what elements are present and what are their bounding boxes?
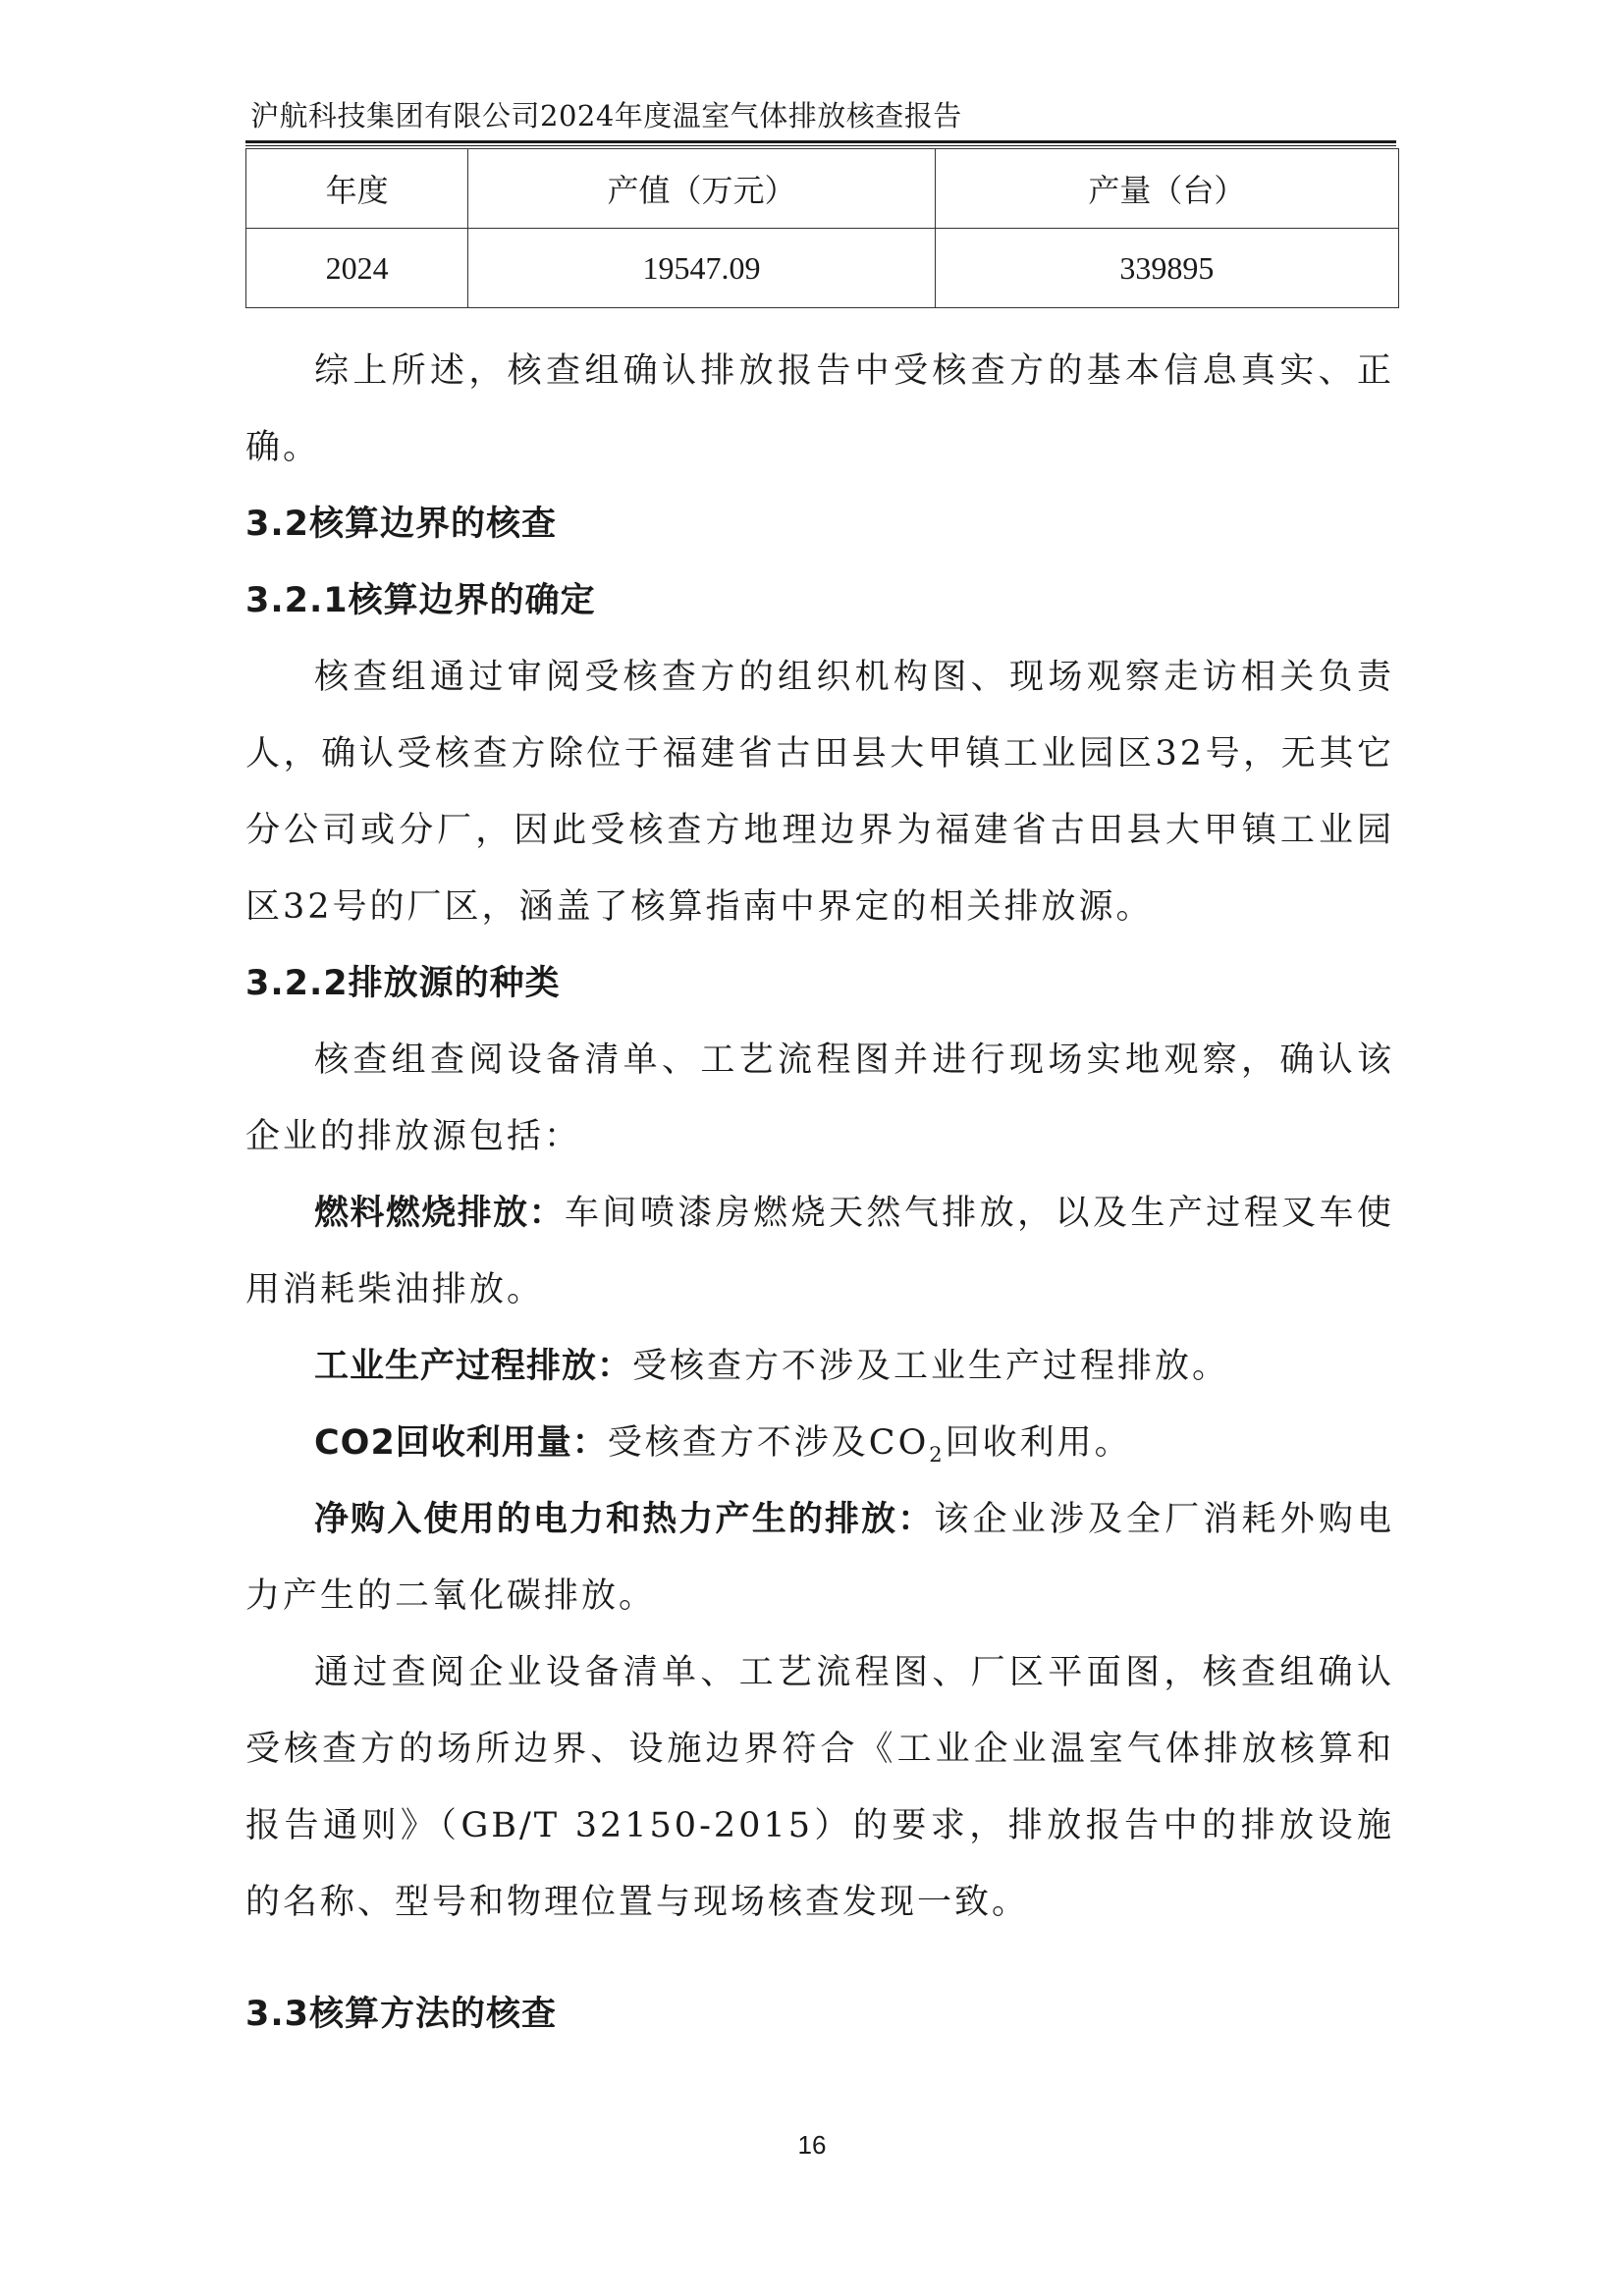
table-cell-year: 2024 — [246, 229, 468, 308]
fuel-combustion-paragraph — [245, 1175, 1394, 1328]
conclusion-paragraph: 通过查阅企业设备清单、工艺流程图、厂区平面图，核查组确认受核查方的场所边界、设施边界符合《工业企业温室气体排放核算和报告通则》（GB/T 32150-2015）的要求，排放报告中的排放设施的名称、型号和物理位置与现场核查发现一致。 — [245, 1653, 1394, 1922]
header-rule — [245, 140, 1396, 143]
section-heading-3-3: 3.3核算方法的核查 — [245, 1995, 558, 2034]
sources-paragraph: 核查组查阅设备清单、工艺流程图并进行现场实地观察，确认该企业的排放源包括： — [245, 1041, 1394, 1156]
purchased-power-paragraph — [245, 1481, 1394, 1634]
table-header-row — [246, 149, 1399, 229]
co2-recovery-text-b: 回收利用。 — [945, 1423, 1132, 1463]
co2-recovery-text-a: 受核查方不涉及CO — [607, 1423, 930, 1463]
section-heading-3-2: 3.2核算边界的核查 — [245, 505, 558, 544]
purchased-power-text: 该企业涉及全厂消耗外购电力产生的二氧化碳排放。 — [245, 1500, 1394, 1616]
purchased-power-label: 净购入使用的电力和热力产生的排放： — [314, 1500, 935, 1539]
header-rule-thin — [245, 145, 1396, 146]
fuel-combustion-label: 燃料燃烧排放： — [314, 1194, 565, 1233]
co2-subscript: 2 — [929, 1443, 946, 1467]
fuel-combustion-text: 车间喷漆房燃烧天然气排放，以及生产过程叉车使用消耗柴油排放。 — [245, 1194, 1394, 1309]
table-cell-output-value: 19547.09 — [468, 229, 935, 308]
table-header-cell: 年度 — [246, 149, 468, 229]
page-header: 沪航科技集团有限公司2024年度温室气体排放核查报告 — [250, 99, 962, 133]
process-emission-label: 工业生产过程排放： — [314, 1347, 633, 1386]
output-table — [245, 148, 1399, 308]
summary-paragraph: 综上所述，核查组确认排放报告中受核查方的基本信息真实、正确。 — [245, 351, 1394, 467]
table-header-cell: 产量（台） — [935, 149, 1398, 229]
process-emission-text: 受核查方不涉及工业生产过程排放。 — [632, 1347, 1230, 1386]
co2-recovery-paragraph — [245, 1405, 1394, 1481]
boundary-paragraph: 核查组通过审阅受核查方的组织机构图、现场观察走访相关负责人，确认受核查方除位于福建省古田县大甲镇工业园区32号，无其它分公司或分厂，因此受核查方地理边界为福建省古田县大甲镇工业园区32号的厂区，涵盖了核算指南中界定的相关排放源。 — [245, 658, 1394, 927]
table-row — [246, 229, 1399, 308]
table-header-cell: 产值（万元） — [468, 149, 935, 229]
page-number: 16 — [797, 2130, 827, 2160]
table-cell-output-units: 339895 — [935, 229, 1398, 308]
main-content — [245, 333, 1394, 2053]
section-heading-3-2-2: 3.2.2排放源的种类 — [245, 964, 561, 1003]
section-heading-3-2-1: 3.2.1核算边界的确定 — [245, 581, 596, 620]
co2-recovery-label: CO2回收利用量： — [314, 1423, 608, 1463]
process-emission-paragraph — [245, 1328, 1394, 1405]
